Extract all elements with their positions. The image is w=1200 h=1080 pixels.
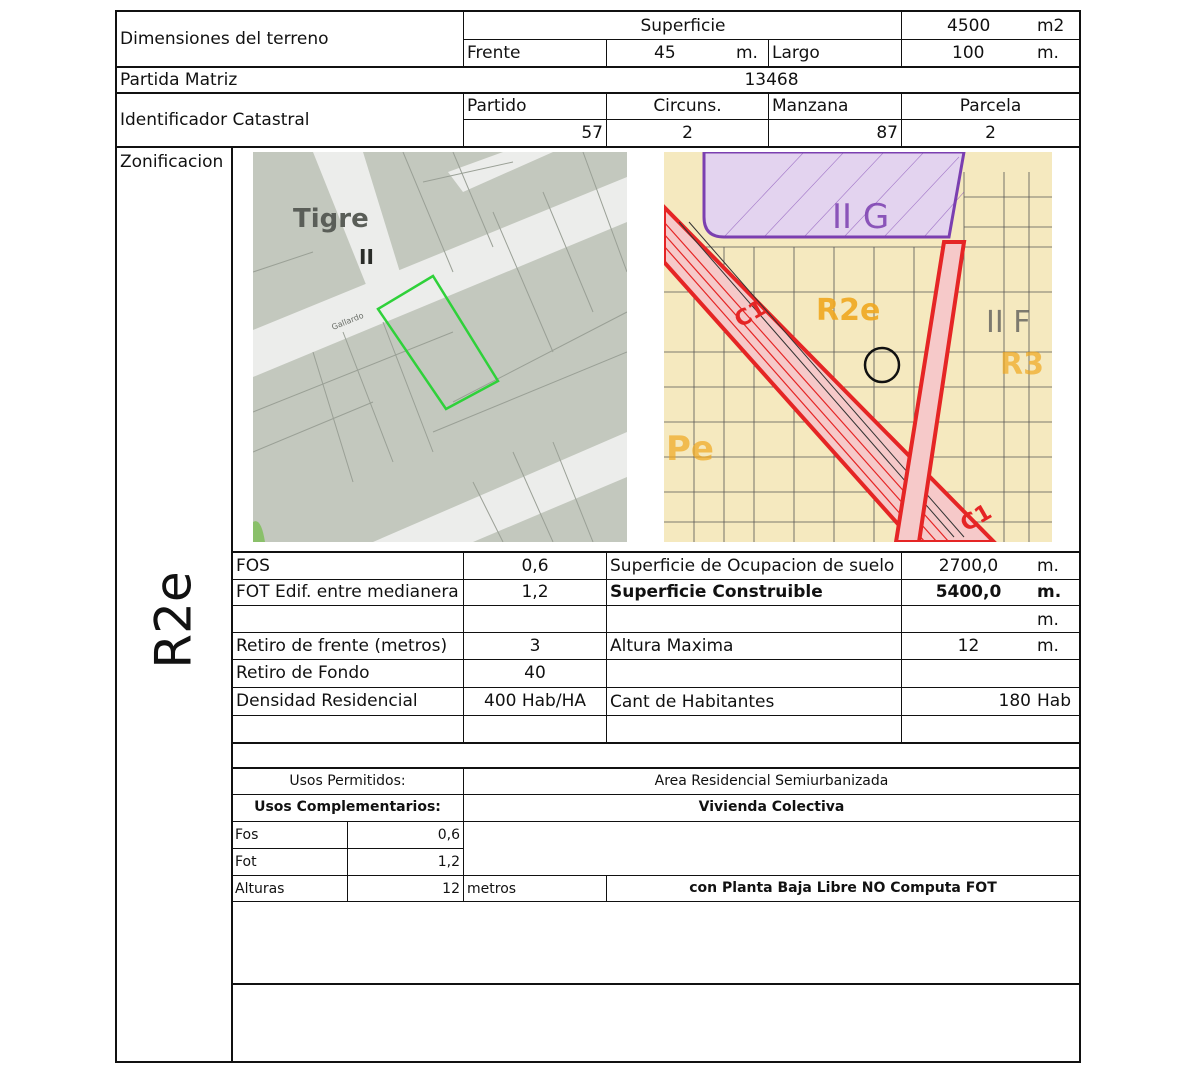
rule bbox=[463, 39, 1080, 40]
usos-permitidos-value: Area Residencial Semiurbanizada bbox=[654, 773, 889, 789]
usos-note: con Planta Baja Libre NO Computa FOT bbox=[689, 880, 997, 896]
map-subtitle: II bbox=[359, 245, 374, 269]
usos-complementarios-value: Vivienda Colectiva bbox=[698, 799, 845, 815]
parcela-label: Parcela bbox=[959, 96, 1022, 116]
zoning-map bbox=[664, 152, 1052, 542]
rule bbox=[231, 875, 1080, 876]
param-unit-2: Hab bbox=[1037, 691, 1071, 711]
circuns-value: 2 bbox=[682, 123, 693, 143]
zone-label-c1: C1 bbox=[730, 295, 771, 334]
param-unit-2: m. bbox=[1037, 610, 1059, 630]
rule bbox=[231, 551, 1081, 553]
rule bbox=[463, 119, 1080, 120]
rule bbox=[231, 632, 1080, 633]
usos-complementarios-label: Usos Complementarios: bbox=[254, 799, 441, 815]
zone-label-iif: II F bbox=[986, 305, 1031, 340]
cadastral-map bbox=[253, 152, 627, 542]
frente-label: Frente bbox=[467, 43, 521, 63]
usos-fos-label: Fos bbox=[235, 827, 259, 843]
rule bbox=[231, 767, 1081, 769]
rule bbox=[231, 742, 1081, 744]
param-label-2: Superficie de Ocupacion de suelo bbox=[610, 556, 895, 576]
param-label: Retiro de frente (metros) bbox=[236, 636, 448, 656]
frame-right bbox=[1079, 10, 1081, 1063]
rule bbox=[231, 605, 1080, 606]
usos-permitidos-label: Usos Permitidos: bbox=[289, 773, 406, 789]
largo-unit: m. bbox=[1037, 43, 1059, 63]
zone-label-c1-b: C1 bbox=[956, 499, 997, 538]
cadastral-map-svg bbox=[253, 152, 627, 542]
param-label-2: Altura Maxima bbox=[610, 636, 734, 656]
dimensiones-label: Dimensiones del terreno bbox=[120, 29, 329, 49]
rule bbox=[231, 579, 1080, 580]
param-value: 400 Hab/HA bbox=[484, 691, 586, 711]
rule bbox=[606, 39, 607, 66]
rule bbox=[115, 66, 1081, 68]
usos-alturas-label: Alturas bbox=[235, 881, 285, 897]
rule bbox=[231, 659, 1080, 660]
zonificacion-label: Zonificacion bbox=[120, 152, 224, 172]
usos-alturas-value: 12 bbox=[442, 881, 460, 897]
zone-label-iig: II G bbox=[832, 197, 890, 237]
usos-alturas-unit: metros bbox=[467, 881, 517, 897]
zone-label-r2e: R2e bbox=[816, 293, 881, 328]
map-title: Tigre bbox=[293, 204, 369, 234]
rule bbox=[231, 821, 1080, 822]
zone-code-text: R2e bbox=[144, 571, 203, 669]
rule bbox=[231, 794, 1080, 795]
rule bbox=[231, 983, 1081, 985]
street-label: Gallardo bbox=[330, 310, 365, 332]
superficie-value: 4500 bbox=[947, 16, 991, 36]
frente-unit: m. bbox=[736, 43, 758, 63]
rule bbox=[115, 146, 1081, 148]
usos-fos-value: 0,6 bbox=[437, 827, 460, 843]
param-label-2: Cant de Habitantes bbox=[610, 692, 775, 712]
param-label: FOS bbox=[236, 556, 270, 576]
largo-value: 100 bbox=[952, 43, 985, 63]
frente-value: 45 bbox=[654, 43, 676, 63]
rule bbox=[115, 92, 1081, 94]
param-value-2: 180 bbox=[998, 691, 1031, 711]
param-unit-2: m. bbox=[1037, 636, 1059, 656]
frame-bottom bbox=[115, 1061, 1081, 1063]
param-label: FOT Edif. entre medianera bbox=[236, 582, 459, 602]
param-value: 3 bbox=[529, 636, 541, 656]
frame-left bbox=[115, 10, 117, 1063]
superficie-unit: m2 bbox=[1037, 16, 1065, 36]
zone-label-r3: R3 bbox=[1000, 347, 1044, 382]
rule bbox=[231, 715, 1080, 716]
param-value-2: 2700,0 bbox=[938, 556, 999, 576]
param-label: Densidad Residencial bbox=[236, 691, 418, 711]
partido-value: 57 bbox=[581, 123, 603, 143]
param-value: 1,2 bbox=[521, 582, 549, 602]
superficie-label: Superficie bbox=[640, 16, 726, 36]
frame-top bbox=[115, 10, 1081, 12]
zoning-map-svg bbox=[664, 152, 1052, 542]
partida-value: 13468 bbox=[744, 70, 799, 90]
manzana-label: Manzana bbox=[772, 96, 849, 116]
partida-label: Partida Matriz bbox=[120, 70, 238, 90]
manzana-value: 87 bbox=[876, 123, 898, 143]
rule bbox=[231, 901, 1080, 902]
rule bbox=[231, 687, 1080, 688]
param-label-2: Superficie Construible bbox=[610, 582, 823, 602]
param-label: Retiro de Fondo bbox=[236, 663, 370, 683]
rule bbox=[768, 39, 769, 66]
zone-code bbox=[115, 560, 233, 680]
param-unit-2: m. bbox=[1037, 582, 1062, 602]
circuns-label: Circuns. bbox=[653, 96, 722, 116]
largo-label: Largo bbox=[772, 43, 820, 63]
param-unit-2: m. bbox=[1037, 556, 1059, 576]
param-value: 40 bbox=[524, 663, 546, 683]
partido-label: Partido bbox=[467, 96, 527, 116]
param-value-2: 12 bbox=[957, 636, 980, 656]
parcela-value: 2 bbox=[985, 123, 996, 143]
usos-fot-label: Fot bbox=[235, 854, 257, 870]
usos-fot-value: 1,2 bbox=[437, 854, 460, 870]
param-value: 0,6 bbox=[521, 556, 549, 576]
zone-label-pe: Pe bbox=[666, 429, 714, 469]
identificador-label: Identificador Catastral bbox=[120, 110, 310, 130]
param-value-2: 5400,0 bbox=[935, 582, 1002, 602]
